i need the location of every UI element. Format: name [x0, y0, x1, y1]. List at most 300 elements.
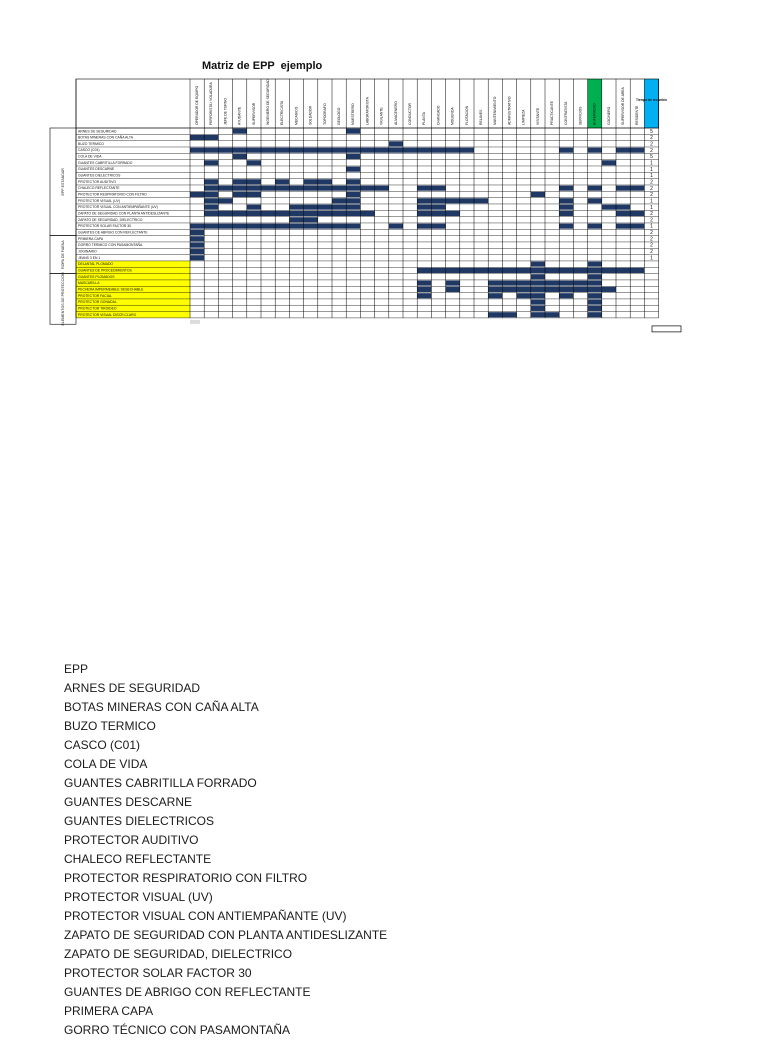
- column-header: COCINERO: [606, 106, 611, 125]
- row-label: PROTECTOR VISUAL DISCR.CLARO: [78, 312, 137, 317]
- column-header: AYUDANTE: [237, 106, 242, 125]
- matrix-cell-filled: [360, 186, 374, 191]
- matrix-cell-filled: [559, 293, 573, 298]
- matrix-cell-filled: [190, 135, 204, 140]
- matrix-cell-filled: [602, 287, 616, 292]
- matrix-cell-filled: [289, 205, 303, 210]
- matrix-cell-filled: [332, 186, 346, 191]
- matrix-cell-filled: [346, 211, 360, 216]
- matrix-cell-filled: [474, 268, 488, 273]
- matrix-cell-filled: [218, 211, 232, 216]
- matrix-cell-filled: [545, 281, 559, 286]
- matrix-cell-filled: [289, 186, 303, 191]
- matrix-cell-filled: [346, 129, 360, 134]
- epp-list-item: PROTECTOR VISUAL (UV): [64, 890, 213, 904]
- matrix-cell-filled: [190, 255, 204, 260]
- recambio-value: 1: [650, 160, 653, 167]
- row-label: PRIMERA CAPA: [78, 236, 104, 241]
- matrix-cell-filled: [332, 211, 346, 216]
- column-header-recambio: Tiempo de recambio: [636, 98, 667, 102]
- epp-list-item: BOTAS MINERAS CON CAÑA ALTA: [64, 700, 259, 714]
- matrix-cell-filled: [545, 287, 559, 292]
- matrix-cell-filled: [346, 198, 360, 203]
- matrix-cell-filled: [446, 287, 460, 292]
- row-label: BUZO TERMICO: [78, 141, 104, 146]
- matrix-cell-filled: [247, 160, 261, 165]
- epp-list-item: PROTECTOR AUDITIVO: [64, 833, 199, 847]
- epp-list: [64, 660, 387, 1040]
- matrix-cell-filled: [559, 281, 573, 286]
- matrix-cell-filled: [531, 274, 545, 279]
- epp-list-item: GORRO TÉCNICO CON PASAMONTAÑA: [64, 1023, 291, 1037]
- matrix-cell-filled: [588, 274, 602, 279]
- recambio-value: 5: [650, 154, 653, 161]
- row-label: PROTECTOR VISUAL CON ANTIEMPAÑANTE (UV): [78, 205, 158, 210]
- row-label: ZAPATO DE SEGURIDAD CON PLANTA ANTIDESLIZANTE: [78, 211, 170, 216]
- matrix-cell-filled: [318, 148, 332, 153]
- epp-list-item: GUANTES CABRITILLA FORRADO: [64, 776, 257, 790]
- matrix-cell-filled: [346, 148, 360, 153]
- matrix-cell-filled: [304, 179, 318, 184]
- row-label: GUANTES CABRITILLA FORRADO: [78, 160, 133, 165]
- epp-list-item: ZAPATO DE SEGURIDAD, DIELECTRICO: [64, 947, 293, 961]
- matrix-cell-filled: [233, 224, 247, 229]
- matrix-cell-filled: [247, 205, 261, 210]
- recambio-value: 1: [650, 223, 653, 230]
- matrix-cell-filled: [446, 198, 460, 203]
- matrix-cell-filled: [630, 211, 644, 216]
- group-label: ROPA DE FAENA: [60, 240, 65, 269]
- matrix-cell-filled: [247, 148, 261, 153]
- matrix-cell-filled: [304, 148, 318, 153]
- matrix-cell-filled: [559, 205, 573, 210]
- recambio-value: 2: [650, 249, 653, 256]
- matrix-cell-filled: [417, 205, 431, 210]
- matrix-cell-filled: [204, 160, 218, 165]
- matrix-cell-filled: [531, 287, 545, 292]
- matrix-cell-filled: [275, 186, 289, 191]
- epp-list-item: PROTECTOR RESPIRATORIO CON FILTRO: [64, 871, 308, 885]
- column-header: RELAVES: [478, 109, 483, 125]
- matrix-cell-filled: [233, 211, 247, 216]
- matrix-cell-filled: [247, 179, 261, 184]
- matrix-cell-filled: [616, 211, 630, 216]
- matrix-cell-filled: [460, 198, 474, 203]
- matrix-cell-filled: [517, 287, 531, 292]
- matrix-cell-filled: [318, 179, 332, 184]
- matrix-cell-filled: [218, 198, 232, 203]
- row-label: GUANTES DESCARNE: [78, 167, 115, 172]
- matrix-cell-filled: [431, 198, 445, 203]
- column-header: GEOLOGO: [336, 107, 341, 125]
- matrix-cell-filled: [190, 224, 204, 229]
- matrix-cell-filled: [304, 224, 318, 229]
- column-header: SERVICIOS: [578, 106, 583, 125]
- epp-matrix: [0, 0, 768, 380]
- recambio-value: 2: [650, 211, 653, 218]
- recambio-value: 2: [650, 230, 653, 237]
- matrix-cell-filled: [431, 148, 445, 153]
- matrix-cell-filled: [559, 268, 573, 273]
- epp-list-item: GUANTES DIELECTRICOS: [64, 814, 215, 828]
- matrix-cell-filled: [304, 211, 318, 216]
- matrix-cell-filled: [588, 281, 602, 286]
- matrix-cell-filled: [261, 211, 275, 216]
- matrix-cell-filled: [588, 268, 602, 273]
- matrix-cell-filled: [417, 224, 431, 229]
- matrix-cell-filled: [446, 268, 460, 273]
- matrix-cell-filled: [204, 179, 218, 184]
- matrix-cell-filled: [559, 198, 573, 203]
- matrix-cell-filled: [573, 268, 587, 273]
- column-header: PERFORISTA / VOLADURA: [209, 82, 214, 125]
- matrix-cell-filled: [531, 262, 545, 267]
- matrix-cell-filled: [488, 287, 502, 292]
- matrix-cell-filled: [488, 312, 502, 317]
- row-label: CHALECO REFLECTANTE: [78, 186, 120, 191]
- matrix-cell-filled: [588, 186, 602, 191]
- matrix-cell-filled: [431, 205, 445, 210]
- matrix-cell-filled: [304, 205, 318, 210]
- epp-list-item: ZAPATO DE SEGURIDAD CON PLANTA ANTIDESLIZANTE: [64, 928, 388, 942]
- column-header: ALMACENERO: [393, 101, 398, 125]
- matrix-cell-filled: [588, 300, 602, 305]
- matrix-cell-filled: [417, 148, 431, 153]
- matrix-cell-filled: [332, 148, 346, 153]
- row-label: GUANTES DE PROCEDIMIENTOS: [78, 268, 132, 273]
- column-header: FLOTACION: [464, 105, 469, 125]
- matrix-cell-filled: [616, 205, 630, 210]
- column-header: SUPERVISOR DE AREA: [620, 87, 625, 125]
- matrix-cell-filled: [460, 148, 474, 153]
- row-label: CASCO (C01): [78, 148, 100, 153]
- recambio-value: 1: [650, 166, 653, 173]
- recambio-value: 1: [650, 255, 653, 262]
- row-label: JOGINARIO: [78, 249, 97, 254]
- matrix-cell-filled: [431, 268, 445, 273]
- epp-list-item: GUANTES DE ABRIGO CON REFLECTANTE: [64, 985, 311, 999]
- matrix-cell-filled: [233, 129, 247, 134]
- recambio-value: 1: [650, 198, 653, 205]
- matrix-cell-filled: [275, 224, 289, 229]
- column-header: SUPERVISOR: [251, 102, 256, 125]
- column-header: SOLDADOR: [308, 105, 313, 125]
- matrix-cell-filled: [531, 281, 545, 286]
- recambio-value: 2: [650, 242, 653, 249]
- column-header: JEFE DE TURNO: [223, 98, 228, 125]
- column-header: MUESTRERO: [351, 103, 356, 125]
- matrix-cell-filled: [247, 186, 261, 191]
- matrix-cell-filled: [233, 192, 247, 197]
- row-label: DELANTAL PLOMADO: [78, 262, 114, 267]
- matrix-cell-filled: [204, 224, 218, 229]
- matrix-cell-filled: [346, 205, 360, 210]
- recambio-value: 1: [650, 173, 653, 180]
- column-header: VIGILANTE: [379, 107, 384, 125]
- matrix-cell-filled: [531, 293, 545, 298]
- matrix-cell-filled: [616, 186, 630, 191]
- row-label: MASCARILLA: [78, 281, 100, 286]
- matrix-cell-filled: [289, 148, 303, 153]
- matrix-cell-filled: [417, 293, 431, 298]
- matrix-cell-filled: [247, 211, 261, 216]
- row-label: JEANS 3 EN 1: [78, 255, 101, 260]
- matrix-cell-filled: [531, 268, 545, 273]
- column-header: LABORATORISTA: [365, 97, 370, 125]
- matrix-cell-filled: [602, 268, 616, 273]
- matrix-cell-filled: [318, 224, 332, 229]
- matrix-cell-filled: [588, 262, 602, 267]
- matrix-cell-filled: [261, 148, 275, 153]
- matrix-cell-filled: [332, 224, 346, 229]
- matrix-cell-filled: [289, 217, 303, 222]
- matrix-cell-filled: [588, 293, 602, 298]
- column-header: VISITANTE: [535, 107, 540, 125]
- matrix-cell-filled: [389, 148, 403, 153]
- matrix-cell-filled: [630, 224, 644, 229]
- matrix-cell-filled: [261, 186, 275, 191]
- row-label: GORRO TERMICO CON PASAMONTAÑA: [78, 243, 143, 248]
- recambio-value: 2: [650, 141, 653, 148]
- matrix-cell-filled: [218, 224, 232, 229]
- recambio-value: 1: [650, 204, 653, 211]
- column-header: MECANICO: [294, 106, 299, 125]
- matrix-cell-filled: [204, 186, 218, 191]
- matrix-cell-filled: [588, 306, 602, 311]
- matrix-cell-filled: [417, 211, 431, 216]
- matrix-cell-filled: [304, 217, 318, 222]
- recambio-value: 2: [650, 179, 653, 186]
- group-label: ELEMENTOS DE PROTECCION: [60, 272, 65, 326]
- column-header: MANTENIMIENTO: [493, 96, 498, 125]
- matrix-cell-filled: [346, 192, 360, 197]
- matrix-cell-filled: [502, 287, 516, 292]
- matrix-cell-filled: [588, 198, 602, 203]
- matrix-cell-filled: [289, 224, 303, 229]
- matrix-cell-filled: [531, 306, 545, 311]
- matrix-cell-filled: [488, 281, 502, 286]
- header-highlight-cell: [644, 79, 658, 128]
- matrix-cell-filled: [588, 312, 602, 317]
- matrix-cell-filled: [346, 154, 360, 159]
- column-header: CONDUCTOR: [407, 103, 412, 125]
- empty-box: [652, 326, 681, 332]
- epp-list-item: CASCO (C01): [64, 738, 141, 752]
- matrix-cell-filled: [247, 192, 261, 197]
- matrix-cell-filled: [204, 148, 218, 153]
- row-label: GUANTES DE ABRIGO CON REFLECTANTE: [78, 230, 148, 235]
- epp-list-item: BUZO TERMICO: [64, 719, 156, 733]
- matrix-cell-filled: [190, 230, 204, 235]
- matrix-cell-filled: [602, 160, 616, 165]
- epp-list-item: EPP: [64, 662, 89, 676]
- row-label: PROTECTOR SOLAR FACTOR 30: [78, 224, 132, 229]
- matrix-cell-filled: [346, 224, 360, 229]
- matrix-cell-filled: [190, 243, 204, 248]
- matrix-cell-filled: [247, 224, 261, 229]
- matrix-cell-filled: [630, 268, 644, 273]
- epp-list-item: COLA DE VIDA: [64, 757, 148, 771]
- epp-list-item: ARNES DE SEGURIDAD: [64, 681, 201, 695]
- column-header: MOLIENDA: [450, 107, 455, 125]
- matrix-cell-filled: [360, 148, 374, 153]
- recambio-value: 2: [650, 217, 653, 224]
- matrix-cell-filled: [332, 205, 346, 210]
- matrix-cell-filled: [588, 148, 602, 153]
- matrix-cell-filled: [517, 268, 531, 273]
- epp-list-item: PROTECTOR SOLAR FACTOR 30: [64, 966, 252, 980]
- column-header: ADMINISTRATIVO: [507, 96, 512, 125]
- matrix-cell-filled: [190, 192, 204, 197]
- row-label: ZAPATO DE SEGURIDAD, DIELECTRICO: [78, 217, 143, 222]
- matrix-cell-filled: [502, 281, 516, 286]
- epp-list-item: GUANTES DESCARNE: [64, 795, 193, 809]
- matrix-cell-filled: [573, 287, 587, 292]
- matrix-cell-filled: [360, 211, 374, 216]
- matrix-cell-filled: [417, 198, 431, 203]
- recambio-value: 2: [650, 147, 653, 154]
- matrix-cell-filled: [559, 211, 573, 216]
- recambio-value: 2: [650, 135, 653, 142]
- matrix-cell-filled: [204, 198, 218, 203]
- matrix-cell-filled: [346, 179, 360, 184]
- matrix-cell-filled: [559, 186, 573, 191]
- recambio-value: 2: [650, 236, 653, 243]
- matrix-cell-filled: [204, 211, 218, 216]
- matrix-cell-filled: [332, 198, 346, 203]
- row-label: GUANTES PLOMADOS: [78, 274, 115, 279]
- matrix-cell-filled: [204, 192, 218, 197]
- matrix-cell-filled: [531, 312, 545, 317]
- row-label: BOTAS MINERAS CON CAÑA ALTA: [78, 135, 134, 140]
- epp-list-item: PROTECTOR VISUAL CON ANTIEMPAÑANTE (UV): [64, 909, 347, 923]
- matrix-cell-filled: [531, 300, 545, 305]
- matrix-cell-filled: [389, 141, 403, 146]
- matrix-cell-filled: [460, 268, 474, 273]
- matrix-cell-filled: [431, 186, 445, 191]
- matrix-cell-filled: [616, 224, 630, 229]
- matrix-cell-filled: [275, 148, 289, 153]
- matrix-cell-filled: [531, 192, 545, 197]
- matrix-cell-filled: [602, 205, 616, 210]
- matrix-cell-filled: [417, 186, 431, 191]
- row-label: PROTECTOR VISUAL (UV): [78, 198, 121, 203]
- matrix-cell-filled: [446, 281, 460, 286]
- row-label: PROTECTOR RESPIRATORIO CON FILTRO: [78, 192, 147, 197]
- matrix-cell-filled: [446, 211, 460, 216]
- matrix-cell-filled: [346, 186, 360, 191]
- matrix-cell-filled: [218, 186, 232, 191]
- matrix-cell-filled: [630, 186, 644, 191]
- column-header: ENFERMERO: [592, 103, 597, 125]
- row-label: PROTECTOR GONADAL: [78, 300, 117, 305]
- column-header: ELECTRICISTA: [280, 100, 285, 125]
- matrix-cell-filled: [375, 148, 389, 153]
- matrix-cell-filled: [545, 268, 559, 273]
- column-header: LIMPIEZA: [521, 109, 526, 125]
- matrix-cell-filled: [417, 268, 431, 273]
- matrix-cell-filled: [204, 135, 218, 140]
- recambio-value: 2: [650, 192, 653, 199]
- matrix-cell-filled: [289, 211, 303, 216]
- column-header: PRACTICANTE: [549, 101, 554, 125]
- matrix-cell-filled: [403, 148, 417, 153]
- column-header: INGENIERO DE SEGURIDAD: [265, 79, 270, 125]
- epp-list-item: CHALECO REFLECTANTE: [64, 852, 212, 866]
- matrix-cell-filled: [502, 268, 516, 273]
- matrix-cell-filled: [389, 224, 403, 229]
- matrix-cell-filled: [233, 148, 247, 153]
- matrix-cell-filled: [275, 211, 289, 216]
- matrix-cell-filled: [417, 287, 431, 292]
- matrix-cell-filled: [616, 268, 630, 273]
- column-header: CONTRATISTA: [564, 101, 569, 125]
- matrix-cell-filled: [431, 224, 445, 229]
- matrix-cell-filled: [204, 205, 218, 210]
- recambio-value: 2: [650, 185, 653, 192]
- matrix-cell-filled: [588, 287, 602, 292]
- epp-list-item: PRIMERA CAPA: [64, 1004, 154, 1018]
- matrix-cell-filled: [190, 236, 204, 241]
- matrix-cell-filled: [488, 293, 502, 298]
- sheet-marker: [190, 320, 200, 324]
- recambio-value: 5: [650, 128, 653, 135]
- matrix-cell-filled: [616, 148, 630, 153]
- matrix-cell-filled: [474, 198, 488, 203]
- matrix-cell-filled: [502, 312, 516, 317]
- matrix-cell-filled: [446, 148, 460, 153]
- column-header: RESIDENTE: [635, 105, 640, 125]
- row-label: PROTECTOR TIROIDEO: [78, 306, 117, 311]
- column-header: CHANCADO: [436, 105, 441, 125]
- matrix-cell-filled: [318, 186, 332, 191]
- group-label: EPP ESTANDAR: [60, 168, 65, 196]
- matrix-cell-filled: [573, 281, 587, 286]
- matrix-cell-filled: [318, 211, 332, 216]
- matrix-cell-filled: [417, 281, 431, 286]
- matrix-cell-filled: [588, 224, 602, 229]
- matrix-cell-filled: [261, 224, 275, 229]
- row-label: PROTECTOR FACIAL: [78, 293, 112, 298]
- row-label: PECHERA IMPERMEABLE DESECHABLE: [78, 287, 144, 292]
- matrix-cell-filled: [275, 179, 289, 184]
- page-title: Matriz de EPP ejemplo: [202, 60, 323, 72]
- matrix-cell-filled: [190, 148, 204, 153]
- column-header: PLANTA: [422, 112, 427, 125]
- matrix-cell-filled: [233, 154, 247, 159]
- matrix-cell-filled: [630, 148, 644, 153]
- matrix-cell-filled: [233, 186, 247, 191]
- column-header: TOPOGRAFO: [322, 103, 327, 125]
- matrix-cell-filled: [304, 186, 318, 191]
- matrix-cell-filled: [431, 211, 445, 216]
- row-label: COLA DE VIDA: [78, 154, 102, 159]
- matrix-cell-filled: [559, 148, 573, 153]
- row-label: GUANTES DIELECTRICOS: [78, 173, 121, 178]
- matrix-cell-filled: [375, 186, 389, 191]
- row-label: PROTECTOR AUDITIVO: [78, 179, 116, 184]
- matrix-cell-filled: [346, 167, 360, 172]
- row-label: ARNES DE SEGURIDAD: [78, 129, 117, 134]
- matrix-cell-filled: [559, 287, 573, 292]
- matrix-cell-filled: [517, 281, 531, 286]
- matrix-cell-filled: [517, 293, 531, 298]
- matrix-cell-filled: [559, 224, 573, 229]
- matrix-cell-filled: [190, 249, 204, 254]
- matrix-cell-filled: [488, 268, 502, 273]
- matrix-cell-filled: [233, 179, 247, 184]
- matrix-cell-filled: [318, 205, 332, 210]
